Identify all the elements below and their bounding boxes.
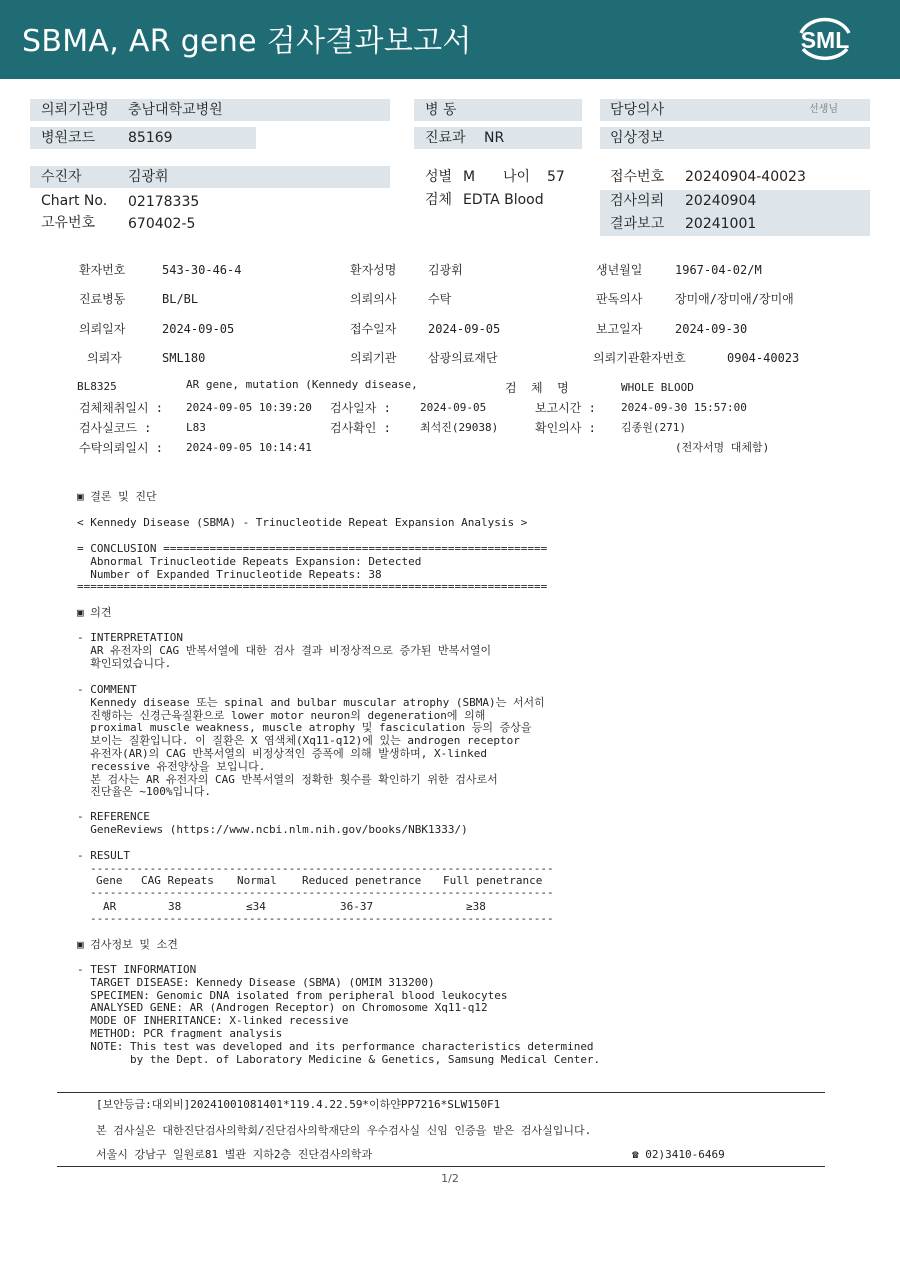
info-heading: ▣ 검사정보 및 소견: [77, 938, 178, 951]
req-org-label: 의뢰기관명: [41, 102, 109, 118]
consign-label: 수탁의뢰일시 :: [79, 441, 164, 455]
specimen-value: EDTA Blood: [463, 192, 544, 208]
confirm-label: 검사확인 :: [330, 421, 391, 435]
footer-rule-top: [57, 1092, 825, 1093]
sml-logo: [793, 11, 857, 67]
detail-label: 의뢰기관: [350, 351, 397, 365]
report-header: [0, 0, 900, 79]
result-label: - RESULT: [77, 849, 130, 862]
confirm-doctor-value: 김종원(271): [621, 421, 686, 434]
esign-note: (전자서명 대체함): [675, 441, 770, 454]
table-rule: ----------------------------------------------------------------------: [90, 912, 554, 925]
age-label: 나이: [503, 169, 531, 185]
specimen-name-value: WHOLE BLOOD: [621, 381, 694, 394]
detail-label: 의뢰일자: [79, 322, 126, 336]
specimen-name-label: 검 체 명: [505, 381, 569, 395]
detail-value: 1967-04-02/M: [675, 263, 762, 277]
phone-line: ☎ 02)3410-6469: [632, 1148, 725, 1161]
detail-label: 환자번호: [79, 263, 126, 277]
ward-label: 병 동: [425, 102, 457, 118]
unique-no-value: 670402-5: [128, 216, 196, 232]
confirm-value: 최석진(29038): [420, 421, 499, 434]
report-date-label: 결과보고: [610, 216, 665, 232]
detail-value: 2024-09-05: [428, 322, 501, 336]
lab-code-value: L83: [186, 421, 206, 434]
detail-value: 삼광의료재단: [428, 351, 498, 365]
clinical-label: 임상정보: [610, 130, 665, 146]
report-time-value: 2024-09-30 15:57:00: [621, 401, 747, 414]
page-number: 1/2: [441, 1172, 459, 1185]
dept-label: 진료과: [425, 130, 466, 146]
chart-no-label: Chart No.: [41, 193, 108, 209]
detail-value: 장미애/장미애/장미애: [675, 292, 794, 306]
result-header-full: Full penetrance: [443, 874, 543, 887]
req-date-value: 20240904: [685, 193, 757, 209]
table-rule: ----------------------------------------------------------------------: [90, 886, 554, 899]
confirm-doctor-label: 확인의사 :: [535, 421, 596, 435]
doctor-label: 담당의사: [610, 102, 665, 118]
receipt-no-label: 접수번호: [610, 169, 665, 185]
conclusion-heading: ▣ 결론 및 진단: [77, 490, 157, 503]
result-cell-cag: 38: [168, 900, 182, 913]
page-title: SBMA, AR gene 검사결과보고서: [22, 24, 472, 59]
table-rule: ----------------------------------------------------------------------: [90, 862, 554, 875]
age-value: 57: [547, 169, 565, 185]
detail-value: 수탁: [428, 292, 452, 306]
consign-value: 2024-09-05 10:14:41: [186, 441, 312, 454]
detail-value: 김광휘: [428, 263, 463, 277]
reference-block: - REFERENCE GeneReviews (https://www.ncbi.nlm.nih.gov/books/NBK1333/): [77, 810, 468, 836]
detail-value: 543-30-46-4: [162, 263, 242, 277]
result-cell-normal: ≤34: [246, 900, 266, 913]
doctor-suffix: 선생님: [809, 104, 838, 115]
test-date-label: 검사일자 :: [330, 401, 391, 415]
detail-label: 진료병동: [79, 292, 126, 306]
collect-value: 2024-09-05 10:39:20: [186, 401, 312, 414]
opinion-heading: ▣ 의견: [77, 606, 112, 619]
detail-label: 판독의사: [596, 292, 643, 306]
detail-label: 보고일자: [596, 322, 643, 336]
conclusion-block: = CONCLUSION ========================================================== Abnormal Trinucleotide Repeats Expansion: Detected Number of Expanded Trinucleotide Repeats: 38 =======================================================================: [77, 542, 548, 594]
interpretation-block: - INTERPRETATION AR 유전자의 CAG 반복서열에 대한 검사 결과 비정상적으로 증가된 반복서열이 확인되었습니다.: [77, 631, 492, 670]
test-code: BL8325: [77, 380, 117, 393]
hosp-code-value: 85169: [128, 130, 173, 146]
hosp-code-label: 병원코드: [41, 130, 96, 146]
unique-no-label: 고유번호: [41, 215, 96, 231]
detail-label: 환자성명: [350, 263, 397, 277]
logo-text: SML: [800, 27, 850, 53]
report-time-label: 보고시간 :: [535, 401, 596, 415]
result-header-cag: CAG Repeats: [141, 874, 214, 887]
test-date-value: 2024-09-05: [420, 401, 487, 414]
detail-value: 2024-09-30: [675, 322, 748, 336]
result-cell-full: ≥38: [466, 900, 486, 913]
specimen-label: 검체: [425, 192, 453, 208]
test-name: AR gene, mutation (Kennedy disease,: [186, 378, 418, 391]
sex-label: 성별: [425, 169, 453, 185]
report-date-value: 20241001: [685, 216, 757, 232]
chart-no-value: 02178335: [128, 194, 200, 210]
footer-rule-bottom: [57, 1166, 825, 1167]
result-header-gene: Gene: [96, 874, 123, 887]
req-date-label: 검사의뢰: [610, 193, 665, 209]
detail-value: BL/BL: [162, 292, 199, 306]
detail-value: 2024-09-05: [162, 322, 235, 336]
analysis-title: < Kennedy Disease (SBMA) - Trinucleotide Repeat Expansion Analysis >: [77, 516, 528, 529]
patient-name-value: 김광휘: [128, 169, 169, 185]
collect-label: 검체채취일시 :: [79, 401, 164, 415]
lab-code-label: 검사실코드 :: [79, 421, 152, 435]
result-cell-reduced: 36-37: [340, 900, 374, 913]
patient-name-label: 수진자: [41, 169, 82, 185]
detail-label: 생년월일: [596, 263, 643, 277]
result-header-normal: Normal: [237, 874, 277, 887]
address-line: 서울시 강남구 일원로81 별관 지하2층 진단검사의학과: [96, 1148, 373, 1161]
receipt-no-value: 20240904-40023: [685, 169, 806, 185]
security-line: [보안등급:대외비]20241001081401*119.4.22.59*이하얀PP7216*SLW150F1: [96, 1098, 501, 1111]
detail-label: 의뢰의사: [350, 292, 397, 306]
detail-label: 접수일자: [350, 322, 397, 336]
sex-value: M: [463, 169, 476, 185]
detail-label: 의뢰자: [87, 351, 122, 365]
detail-value: SML180: [162, 351, 206, 365]
test-info-block: - TEST INFORMATION TARGET DISEASE: Kennedy Disease (SBMA) (OMIM 313200) SPECIMEN: Genomic DNA isolated from peripheral blood leukocytes ANALYSED GENE: AR (Androgen Receptor) on Chromosome Xq11-q12 MODE OF INHERITANCE: X-linked recessive METHOD: PCR fragment analysis NOTE: This test was developed and its performance characteristics determined by the Dept. of Laboratory Medicine & Genetics, Samsung Medical Center.: [77, 963, 601, 1066]
detail-value: 0904-40023: [727, 351, 800, 365]
result-cell-gene: AR: [103, 900, 117, 913]
certification-line: 본 검사실은 대한진단검사의학회/진단검사의학재단의 우수검사실 신임 인증을 받은 검사실입니다.: [96, 1124, 592, 1137]
comment-block: - COMMENT Kennedy disease 또는 spinal and bulbar muscular atrophy (SBMA)는 서서히 진행하는 신경근육질환으로 lower motor neuron의 degeneration에 의해 proximal muscle weakness, muscle atrophy 및 fasciculation 등의 증상을 보이는 질환입니다. 이 질환은 X 염색체(Xq11-q12)에 있는 androgen receptor 유전자(AR)의 CAG 반복서열의 비정상적인 증폭에 의해 발생하며, X-linked recessive 유전양상을 보입니다. 본 검사는 AR 유전자의 CAG 반복서열의 정확한 횟수를 확인하기 위한 검사로서 진단율은 ~100%입니다.: [77, 683, 545, 799]
result-header-reduced: Reduced penetrance: [302, 874, 422, 887]
detail-label: 의뢰기관환자번호: [593, 351, 686, 365]
patient-name-box: [30, 166, 390, 188]
dept-value: NR: [484, 130, 505, 146]
req-org-value: 충남대학교병원: [128, 102, 223, 118]
